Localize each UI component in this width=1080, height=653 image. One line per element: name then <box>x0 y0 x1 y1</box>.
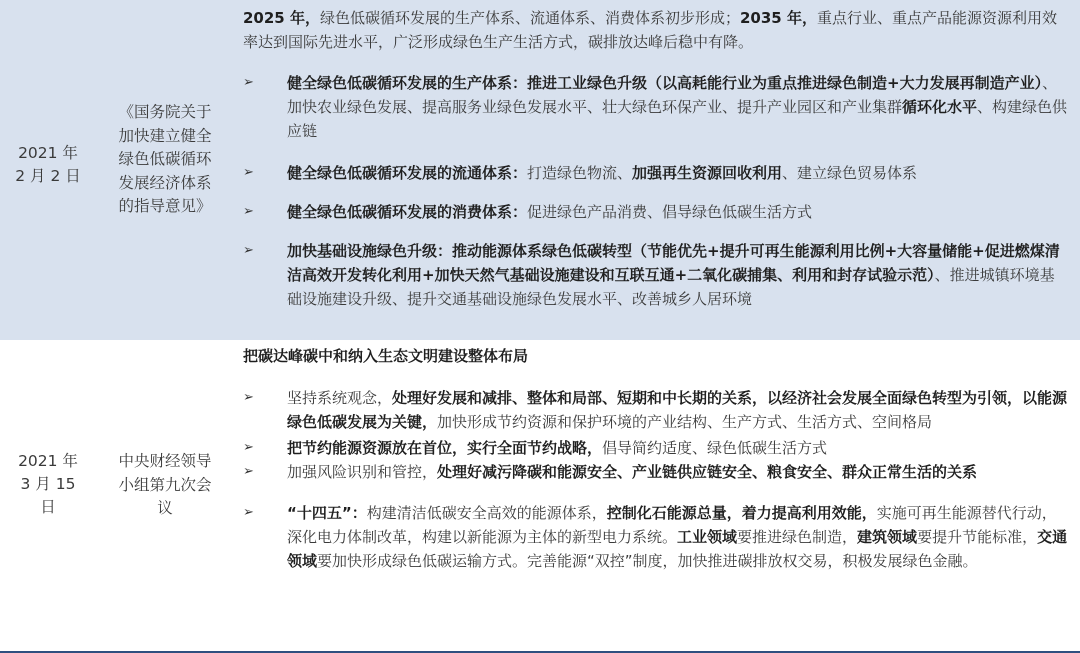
intro-run: 重点行业、重点产品能源资源利用效率达到国际先进水平，广泛形成绿色生产生活方式，碳排放达峰后稳中有降。 <box>243 9 1057 51</box>
list-item <box>243 161 1069 185</box>
doc-line: 加快建立健全 <box>118 126 212 145</box>
item-run: 加强再生资源回收利用 <box>632 164 783 182</box>
item-run: 健全绿色低碳循环发展的消费体系： <box>287 203 528 221</box>
doc-line: 小组第九次会 <box>118 475 212 494</box>
item-run: “十四五”： <box>287 504 367 522</box>
item-run: 要提升节能标准， <box>917 528 1038 546</box>
item-run: 处理好减污降碳和能源安全、产业链供应链安全、粮食安全、群众正常生活的关系 <box>437 463 978 481</box>
date-line: 2021 年 <box>18 452 78 470</box>
intro-run: 2035 年， <box>740 9 817 27</box>
intro-run: 2025 年， <box>243 9 320 27</box>
content-cell <box>243 6 1069 311</box>
item-run: 工业领域 <box>677 528 738 546</box>
item-run: 循环化水平 <box>902 98 978 116</box>
item-run: 、推进城镇环境基础设施建设升级、提升交通基础设施绿色发展水平、改善城乡人居环境 <box>287 266 1055 308</box>
item-run: 健全绿色低碳循环发展的流通体系： <box>287 164 528 182</box>
item-run: 建筑领域 <box>857 528 918 546</box>
bullet-arrow-icon: ➢ <box>243 505 254 520</box>
doc-line: 的指导意见》 <box>118 197 212 215</box>
bullet-arrow-icon: ➢ <box>243 440 254 455</box>
intro-run: 绿色低碳循环发展的生产体系、流通体系、消费体系初步形成； <box>319 9 740 27</box>
document-cell <box>104 450 226 521</box>
item-run: 处理好发展和减排、整体和局部、短期和中长期的关系，以经济社会发展全面绿色转型为引领，以能源绿色低碳发展为关键， <box>287 389 1068 431</box>
list-item <box>243 239 1069 311</box>
intro-paragraph <box>243 6 1069 54</box>
content-cell <box>243 344 1069 573</box>
item-run: 促进绿色产品消费、倡导绿色低碳生活方式 <box>527 203 813 221</box>
date-line: 2021 年 <box>18 144 78 162</box>
document-cell <box>104 101 226 219</box>
bullet-arrow-icon: ➢ <box>243 204 254 219</box>
item-run: 要推进绿色制造， <box>737 528 858 546</box>
bullet-arrow-icon: ➢ <box>243 390 254 405</box>
item-run: 把节约能源资源放在首位，实行全面节约战略， <box>287 439 603 457</box>
item-run: 、加快农业绿色发展、提高服务业绿色发展水平、壮大绿色环保产业、提升产业园区和产业集群 <box>287 74 1058 116</box>
bullet-arrow-icon: ➢ <box>243 75 254 90</box>
list-item <box>243 460 1069 484</box>
doc-line: 中央财经领导 <box>118 452 212 470</box>
date-line: 3 月 15 <box>20 475 76 493</box>
item-run: 打造绿色物流、 <box>527 164 633 182</box>
item-run: 构建清洁低碳安全高效的能源体系， <box>366 504 607 522</box>
doc-line: 《国务院关于 <box>118 103 212 121</box>
item-run: 加强风险识别和管控， <box>287 463 438 481</box>
bullet-arrow-icon: ➢ <box>243 243 254 258</box>
date-line: 2 月 2 日 <box>15 167 81 185</box>
list-item <box>243 501 1069 573</box>
date-line: 日 <box>40 498 56 516</box>
bullet-arrow-icon: ➢ <box>243 464 254 479</box>
list-item <box>243 200 1069 224</box>
doc-line: 议 <box>157 499 173 517</box>
item-run: 控制化石能源总量，着力提高利用效能， <box>606 504 877 522</box>
doc-line: 绿色低碳循环 <box>118 150 212 168</box>
item-run: 、建立绿色贸易体系 <box>782 164 918 182</box>
item-run: 加快基础设施绿色升级：推动能源体系绿色低碳转型（节能优先+提升可再生能源利用比例+大容量储能+促进燃煤清洁高效开发转化利用+加快天然气基础设施建设和互联互通+二氧化碳捕集、利用和封存试验示范） <box>287 242 1060 284</box>
item-run: 交通领域 <box>287 528 1068 570</box>
list-item <box>243 71 1069 143</box>
item-run: 要加快形成绿色低碳运输方式。完善能源“双控”制度，加快推进碳排放权交易，积极发展绿色金融。 <box>317 552 978 570</box>
section-heading: 把碳达峰碳中和纳入生态文明建设整体布局 <box>243 347 529 365</box>
item-run: 健全绿色低碳循环发展的生产体系：推进工业绿色升级（以高耗能行业为重点推进绿色制造+大力发展再制造产业） <box>287 74 1043 92</box>
bullet-arrow-icon: ➢ <box>243 165 254 180</box>
list-item <box>243 436 1069 460</box>
item-run: 倡导简约适度、绿色低碳生活方式 <box>602 439 828 457</box>
item-run: 、构建绿色供应链 <box>287 98 1068 140</box>
item-run: 实施可再生能源替代行动，深化电力体制改革，构建以新能源为主体的新型电力系统。 <box>287 504 1057 546</box>
doc-line: 发展经济体系 <box>118 173 212 192</box>
item-run: 坚持系统观念， <box>287 389 393 407</box>
item-run: 加快形成节约资源和保护环境的产业结构、生产方式、生活方式、空间格局 <box>437 413 933 431</box>
date-cell <box>0 142 96 188</box>
list-item <box>243 386 1069 434</box>
table-row <box>0 340 1080 651</box>
date-cell <box>0 450 96 519</box>
